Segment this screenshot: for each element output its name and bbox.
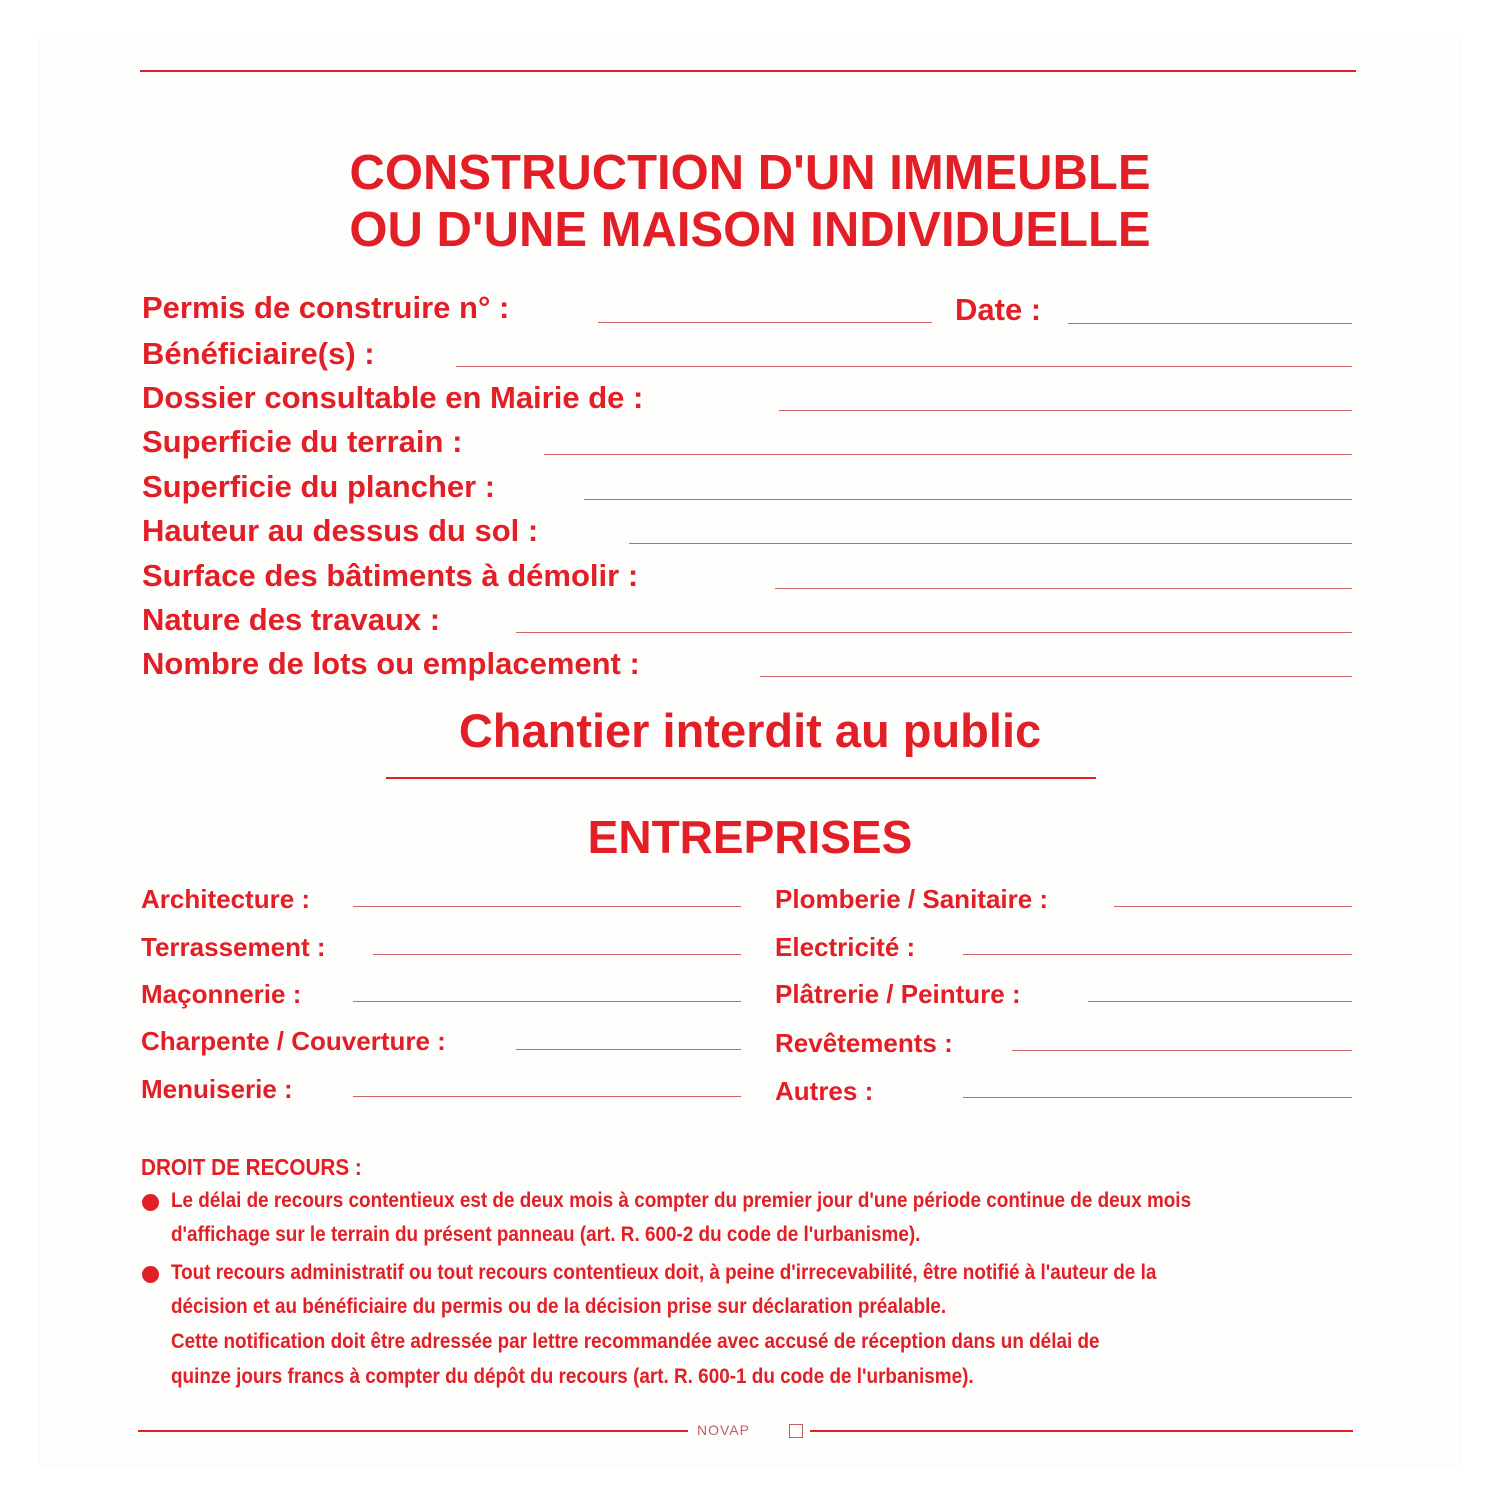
recours-p2-line-3: Cette notification doit être adressée par lettre recommandée avec accusé de réception dans un délai de [171, 1330, 1100, 1353]
field-beneficiaire-label: Bénéficiaire(s) : [142, 336, 375, 371]
company-revetements-label: Revêtements : [775, 1028, 953, 1058]
company-autres-line [963, 1097, 1352, 1098]
company-electricite-label: Electricité : [775, 932, 916, 962]
company-electricite-line [963, 954, 1352, 955]
company-terrassement-label: Terrassement : [141, 932, 326, 962]
field-beneficiaire-line [456, 366, 1352, 367]
field-permis-line [598, 322, 932, 323]
company-menuiserie-line [353, 1096, 741, 1097]
recours-bullet-1 [142, 1194, 159, 1211]
public-notice-rule [386, 777, 1096, 779]
company-menuiserie-label: Menuiserie : [141, 1074, 293, 1104]
company-platrerie-line [1088, 1001, 1352, 1002]
public-notice: Chantier interdit au public [458, 704, 1042, 757]
field-superficie-terrain-label: Superficie du terrain : [142, 424, 463, 459]
recours-p1-line-2: d'affichage sur le terrain du présent panneau (art. R. 600-2 du code de l'urbanisme). [171, 1223, 921, 1246]
field-dossier-line [779, 410, 1352, 411]
field-hauteur-label: Hauteur au dessus du sol : [142, 513, 539, 548]
company-maconnerie-label: Maçonnerie : [141, 979, 302, 1009]
company-plomberie-line [1114, 906, 1352, 907]
company-autres-label: Autres : [775, 1076, 874, 1106]
company-charpente-label: Charpente / Couverture : [141, 1026, 446, 1056]
recours-p2-line-4: quinze jours francs à compter du dépôt du recours (art. R. 600-1 du code de l'urbanisme). [171, 1365, 974, 1388]
field-superficie-plancher-line [584, 499, 1352, 500]
field-nombre-lots-label: Nombre de lots ou emplacement : [142, 646, 640, 681]
brand-name: NOVAP [697, 1422, 750, 1438]
top-rule [140, 70, 1356, 72]
field-nombre-lots-line [760, 676, 1352, 677]
recours-heading: DROIT DE RECOURS : [141, 1154, 362, 1180]
field-nature-travaux-label: Nature des travaux : [142, 602, 441, 637]
sign-title-line-2: OU D'UNE MAISON INDIVIDUELLE [349, 203, 1151, 257]
field-surface-demolir-line [775, 588, 1352, 589]
company-architecture-line [353, 906, 741, 907]
field-permis-label: Permis de construire n° : [142, 290, 510, 325]
recours-p2-line-1: Tout recours administratif ou tout recours contentieux doit, à peine d'irrecevabilité, être notifié à l'auteur de la [171, 1261, 1157, 1284]
bottom-rule-right [810, 1430, 1353, 1432]
field-surface-demolir-label: Surface des bâtiments à démolir : [142, 558, 639, 593]
brand-logo-icon [789, 1424, 803, 1438]
field-superficie-terrain-line [544, 454, 1352, 455]
field-dossier-label: Dossier consultable en Mairie de : [142, 380, 644, 415]
recours-p2-line-2: décision et au bénéficiaire du permis ou de la décision prise sur déclaration préalable. [171, 1295, 947, 1318]
sign-title-line-1: CONSTRUCTION D'UN IMMEUBLE [349, 146, 1151, 200]
recours-p1-line-1: Le délai de recours contentieux est de deux mois à compter du premier jour d'une période continue de deux mois [171, 1189, 1192, 1212]
company-terrassement-line [373, 954, 741, 955]
field-nature-travaux-line [516, 632, 1352, 633]
company-revetements-line [1012, 1050, 1352, 1051]
field-date-label: Date : [955, 292, 1042, 327]
company-plomberie-label: Plomberie / Sanitaire : [775, 884, 1049, 914]
field-date-line [1068, 323, 1352, 324]
bottom-rule-left [138, 1430, 688, 1432]
company-architecture-label: Architecture : [141, 884, 311, 914]
company-maconnerie-line [353, 1001, 741, 1002]
recours-bullet-2 [142, 1266, 159, 1283]
companies-heading: ENTREPRISES [587, 811, 913, 863]
company-charpente-line [516, 1049, 741, 1050]
field-superficie-plancher-label: Superficie du plancher : [142, 469, 496, 504]
field-hauteur-line [629, 543, 1352, 544]
company-platrerie-label: Plâtrerie / Peinture : [775, 979, 1021, 1009]
